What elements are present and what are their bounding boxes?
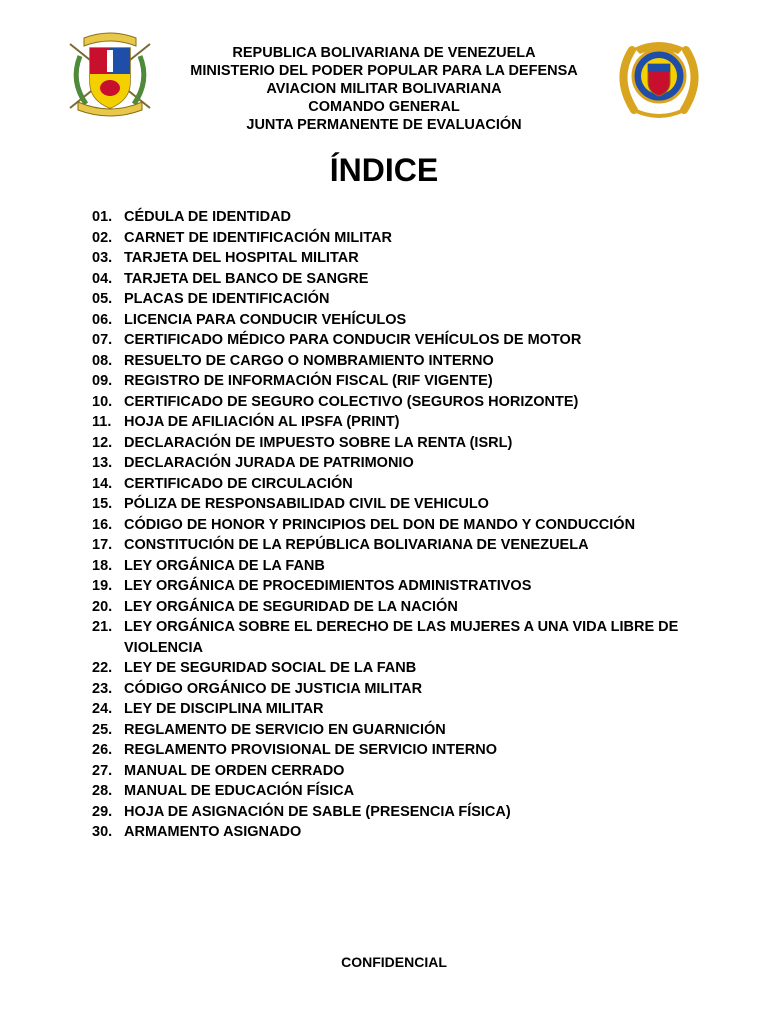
list-item [92,330,692,351]
list-item [92,228,692,249]
item-text: LEY DE DISCIPLINA MILITAR [124,701,324,717]
item-text: CERTIFICADO DE CIRCULACIÓN [124,475,353,492]
item-number: 02. [92,229,113,246]
header-line-republic: REPUBLICA BOLIVARIANA DE VENEZUELA [232,45,536,61]
aviation-laurel-emblem-icon [612,34,706,122]
item-text: DECLARACIÓN DE IMPUESTO SOBRE LA RENTA (ISRL) [124,434,513,451]
item-text: DECLARACIÓN JURADA DE PATRIMONIO [124,455,414,471]
item-number: 17. [92,537,113,553]
header-line-board: JUNTA PERMANENTE DE EVALUACIÓN [246,117,522,133]
list-item [92,515,692,536]
item-number: 25. [92,721,113,738]
item-text: REGLAMENTO PROVISIONAL DE SERVICIO INTERNO [124,742,498,758]
item-text: CÓDIGO ORGÁNICO DE JUSTICIA MILITAR [124,680,423,697]
item-text: TARJETA DEL BANCO DE SANGRE [124,270,369,287]
item-number: 08. [92,352,113,369]
confidential-footer: CONFIDENCIAL [341,954,447,970]
list-item [92,699,692,720]
list-item [92,310,692,331]
aviation-emblem-logo [612,34,706,122]
item-number: 15. [92,496,113,512]
item-text: CÉDULA DE IDENTIDAD [124,209,292,225]
item-number: 21. [92,619,113,635]
item-number: 22. [92,660,113,676]
list-item [92,392,692,413]
list-item [92,576,692,597]
item-number: 27. [92,762,113,779]
list-item [92,761,692,782]
item-number: 20. [92,598,113,615]
item-number: 30. [92,824,113,840]
item-number: 09. [92,373,113,389]
item-text: LEY ORGÁNICA DE SEGURIDAD DE LA NACIÓN [124,598,458,615]
item-number: 23. [92,680,113,697]
item-number: 11. [92,414,112,430]
item-number: 04. [92,270,113,287]
list-item [92,207,692,228]
list-item [92,679,692,700]
list-item [92,720,692,741]
item-number: 13. [92,455,113,471]
list-item [92,658,692,679]
item-number: 18. [92,557,113,574]
item-number: 19. [92,578,113,594]
list-item [92,269,692,290]
item-number: 03. [92,250,113,266]
list-item [92,494,692,515]
list-item [92,248,692,269]
item-text: CONSTITUCIÓN DE LA REPÚBLICA BOLIVARIANA DE VENEZUELA [124,537,589,553]
item-text: REGISTRO DE INFORMACIÓN FISCAL (RIF VIGENTE) [124,373,493,389]
item-text: CARNET DE IDENTIFICACIÓN MILITAR [124,229,392,246]
item-number: 01. [92,209,113,225]
index-list [92,207,692,843]
document-header [140,44,628,134]
list-item [92,535,692,556]
item-text: ARMAMENTO ASIGNADO [124,824,302,840]
item-text: LEY ORGÁNICA DE PROCEDIMIENTOS ADMINISTRATIVOS [124,578,532,594]
item-number: 05. [92,291,113,307]
list-item [92,289,692,310]
item-text: HOJA DE AFILIACIÓN AL IPSFA (PRINT) [124,414,400,430]
list-item [92,412,692,433]
page-title: ÍNDICE [329,152,439,188]
item-number: 10. [92,393,113,410]
list-item [92,617,692,658]
item-text: MANUAL DE ORDEN CERRADO [124,762,345,779]
item-text: RESUELTO DE CARGO O NOMBRAMIENTO INTERNO [124,352,494,369]
item-text: REGLAMENTO DE SERVICIO EN GUARNICIÓN [124,721,446,738]
item-number: 07. [92,332,113,348]
item-number: 29. [92,803,113,820]
header-line-command: COMANDO GENERAL [308,99,460,115]
item-number: 24. [92,701,113,717]
item-text: LICENCIA PARA CONDUCIR VEHÍCULOS [124,311,407,328]
list-item [92,351,692,372]
item-number: 14. [92,475,113,492]
list-item [92,556,692,577]
list-item [92,781,692,802]
item-text: HOJA DE ASIGNACIÓN DE SABLE (PRESENCIA FÍSICA) [124,803,511,820]
list-item [92,802,692,823]
item-text: PÓLIZA DE RESPONSABILIDAD CIVIL DE VEHICULO [124,496,489,512]
list-item [92,371,692,392]
item-number: 12. [92,434,113,451]
item-text: LEY DE SEGURIDAD SOCIAL DE LA FANB [124,660,417,676]
item-text: LEY ORGÁNICA DE LA FANB [124,557,325,574]
item-number: 28. [92,783,113,799]
list-item [92,597,692,618]
item-number: 06. [92,311,113,328]
header-line-ministry: MINISTERIO DEL PODER POPULAR PARA LA DEFENSA [190,63,578,79]
item-text: TARJETA DEL HOSPITAL MILITAR [124,250,359,266]
list-item [92,740,692,761]
item-number: 26. [92,742,113,758]
list-item [92,433,692,454]
item-text: PLACAS DE IDENTIFICACIÓN [124,291,330,307]
list-item [92,474,692,495]
item-text: CERTIFICADO DE SEGURO COLECTIVO (SEGUROS HORIZONTE) [124,393,579,410]
item-text: LEY ORGÁNICA SOBRE EL DERECHO DE LAS MUJERES A UNA VIDA LIBRE DE VIOLENCIA [124,619,679,656]
item-text: CERTIFICADO MÉDICO PARA CONDUCIR VEHÍCULOS DE MOTOR [124,332,582,348]
list-item [92,453,692,474]
item-number: 16. [92,516,113,533]
list-item [92,822,692,843]
item-text: CÓDIGO DE HONOR Y PRINCIPIOS DEL DON DE MANDO Y CONDUCCIÓN [124,516,636,533]
header-line-aviation: AVIACION MILITAR BOLIVARIANA [266,81,502,97]
item-text: MANUAL DE EDUCACIÓN FÍSICA [124,783,355,799]
